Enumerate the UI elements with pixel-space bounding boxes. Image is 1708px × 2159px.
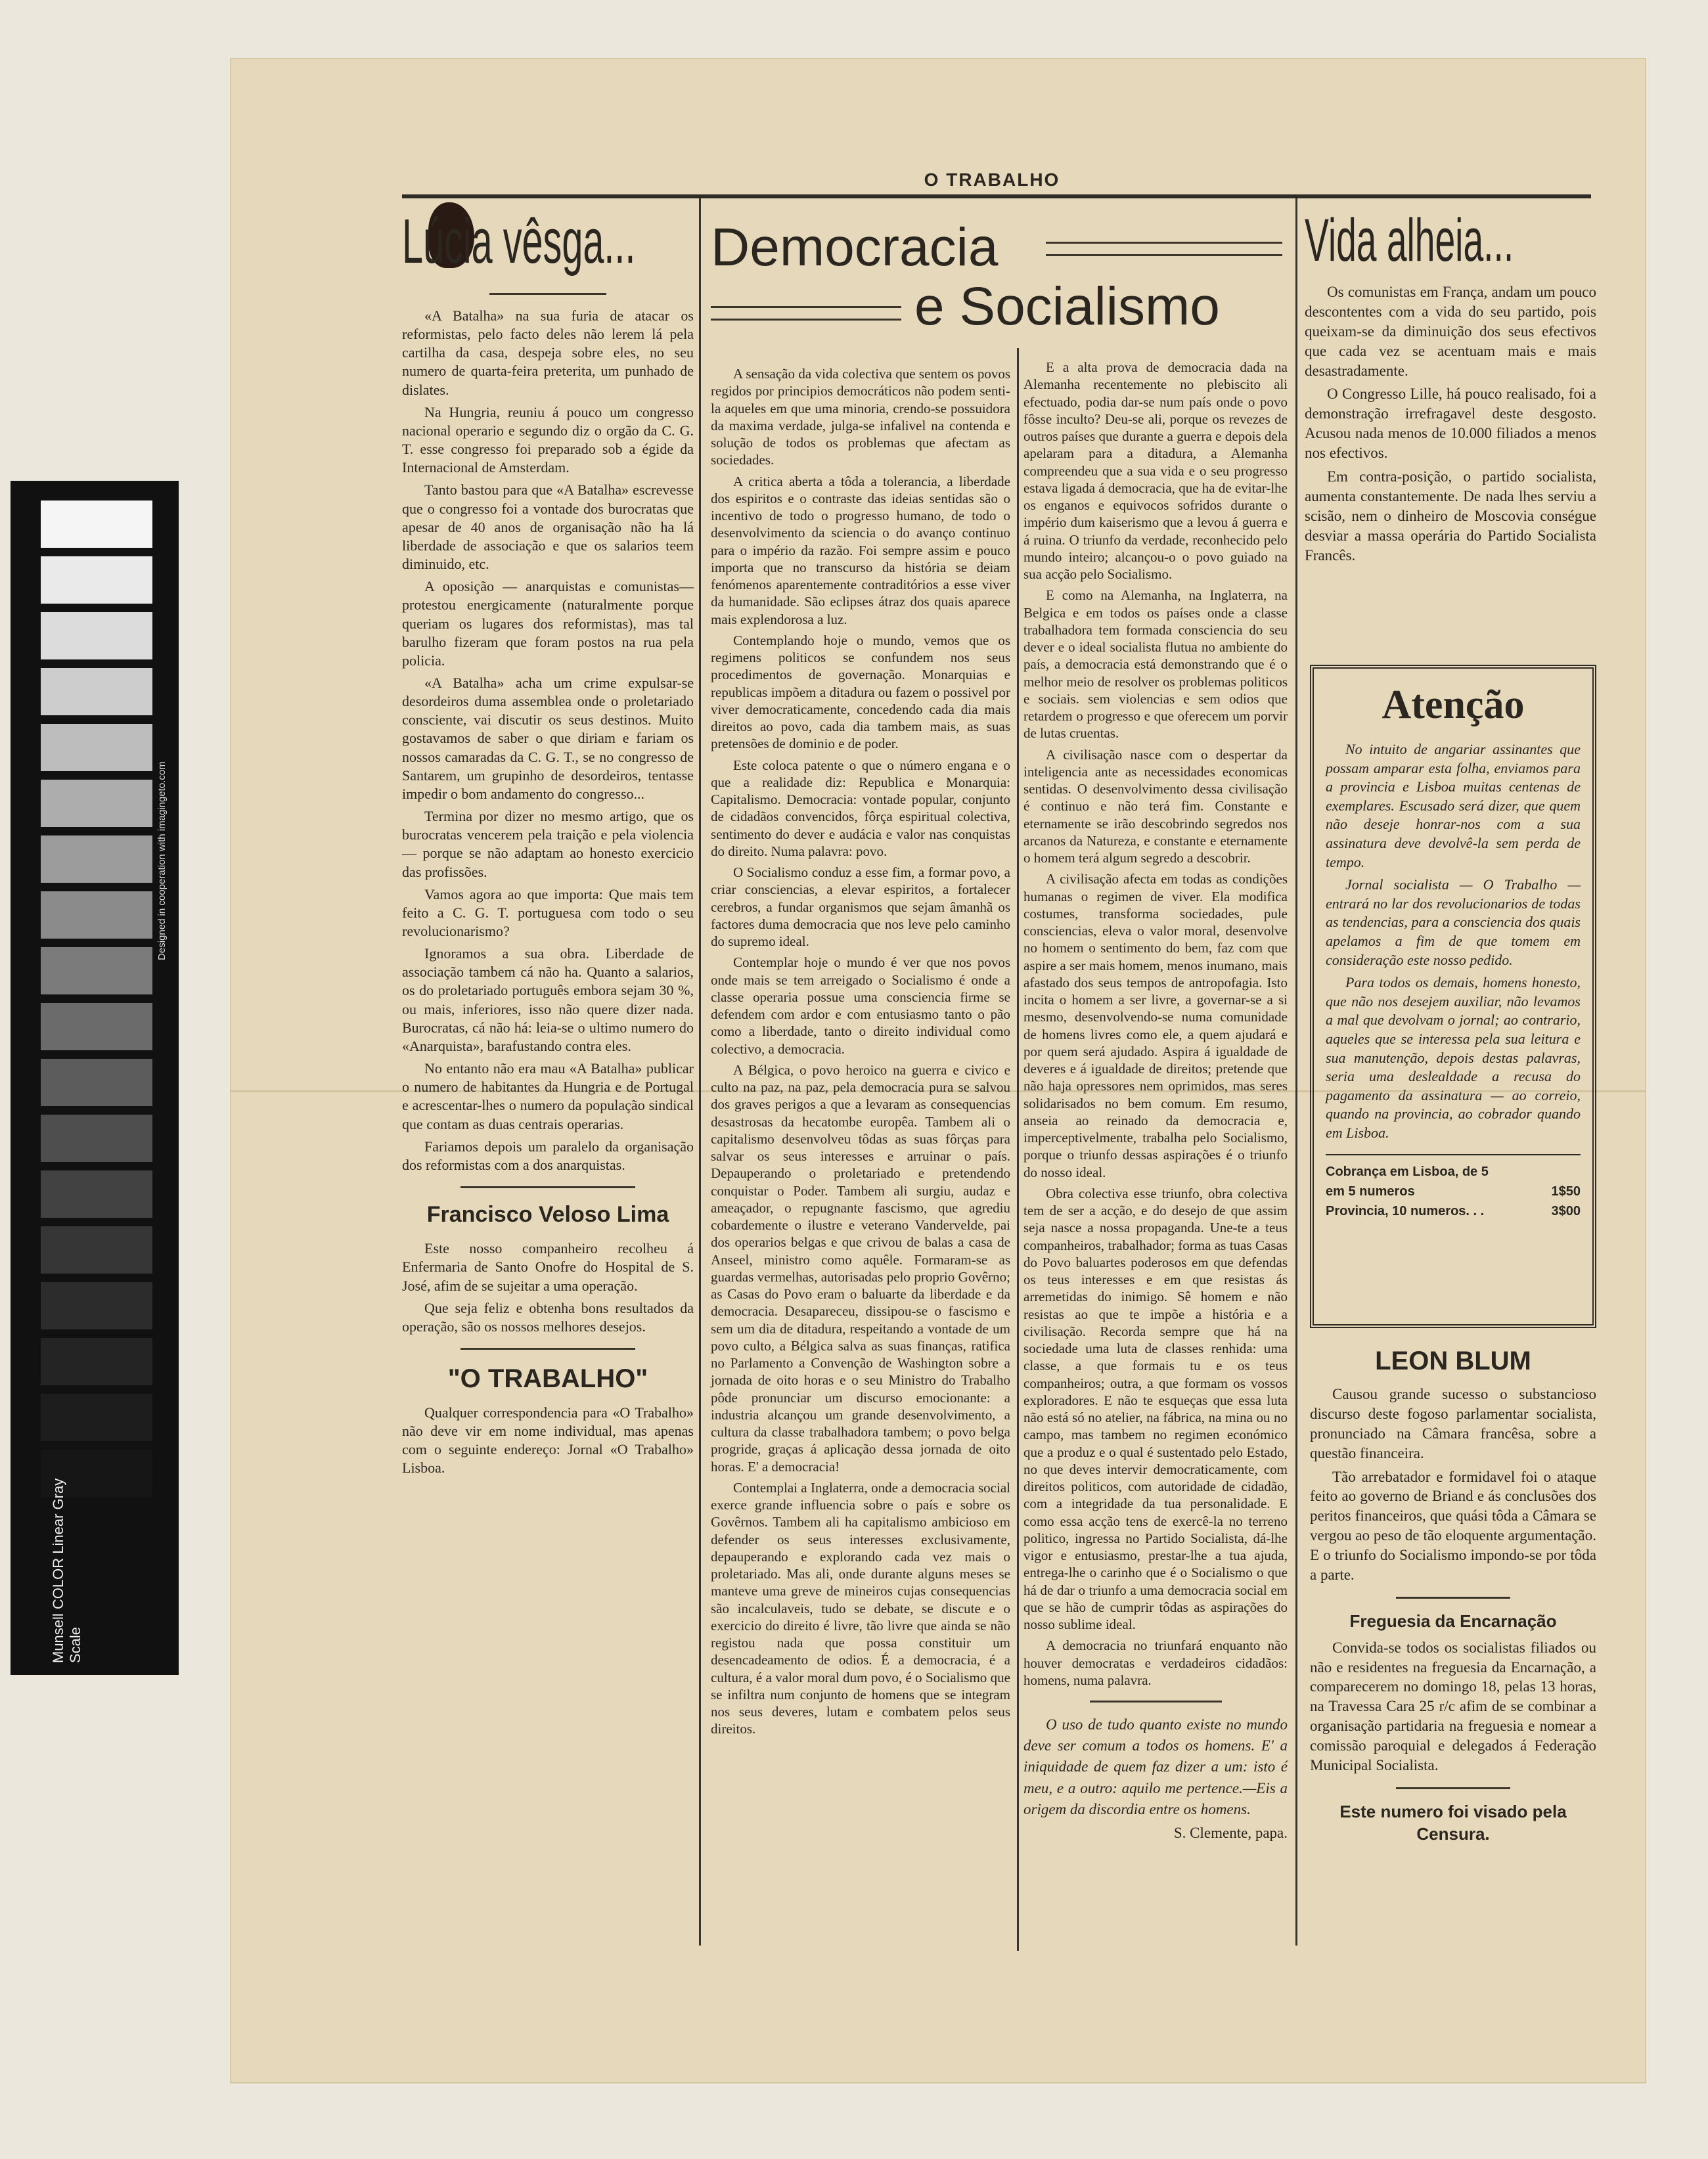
- header-rule: [402, 194, 1591, 198]
- gray-patch: [41, 1170, 152, 1218]
- price-table: [1326, 1154, 1581, 1221]
- gray-patch: [41, 724, 152, 771]
- paragraph: O Socialismo conduz a esse fim, a formar povo, a criar consciencias, a elevar espiritos, a fortalecer cerebros, a fundar organismos que sejam âmanhã os factores duma democracia que nos leve pelo caminho do supremo ideal.: [711, 864, 1010, 949]
- paragraph: Em contra-posição, o partido socialista, aumenta constantemente. De nada lhes serviu a scisão, nem o dinheiro de Moscovia conségue desviar a massa operária do Partido Socialista Francês.: [1305, 468, 1596, 564]
- paragraph: Causou grande sucesso o substancioso discurso deste fogoso parlamentar socialista, pronunciado na Câmara francêsa, sobre a questão financeira.: [1310, 1386, 1596, 1461]
- column-4: [1305, 210, 1596, 569]
- paragraph: E a alta prova de democracia dada na Alemanha recentemente no plebiscito ali efectuado, podia dar-se num país onde o povo fôsse inculto? Deu-se ali, porque os revezes de outros países que durante a guerra e depois dela apelaram para a ditadura, a Alemanha compreendeu que a sua vida e o seu progresso estava ligada á democracia, que ha de evitar-lhe os enganos e equivocos sofridos durante o império dum kaiserismo que a levou á guerra e á ruina. O triunfo da verdade, reconhecido pelo mundo inteiro; alcançou-o o povo guiado na sua acção pelo Socialismo.: [1023, 359, 1288, 582]
- quote-author: S. Clemente, papa.: [1173, 1824, 1288, 1841]
- gray-patch: [41, 1338, 152, 1385]
- gray-patch: [41, 1226, 152, 1274]
- paragraph: A Bélgica, o povo heroico na guerra e civico e culto na paz, na paz, pela democracia pura se salvou dos graves perigos a que a levaram as consequencias desastrosas da hecatombe europêa. Tambem ali o capitalismo desenvolveu tôdas as suas fôrças para salvar os seus interesses e arruinar o país. Depauperando o proletariado e pretendendo conquistar o Poder. Tambem ali surgiu, audaz e ameaçador, o repugnante fascismo, que agrediu cobardemente o ilustre e veterano Vandervelde, pai dos operarios belgas e que crivou de balas a casa de Anseel, ministro como aquêle. Formaram-se as guardas vermelhas, autorisadas pelo proprio Govêrno; as Casas do Povo eram o baluarte da liberdade e da democracia. Desapareceu, dissipou-se o fascismo e sem um dia de ditadura, respeitando a vontade de um povo culto, a Bélgica salva as suas finanças, ratifica no Parlamento a Convenção de Washington sobre a jornada de oito horas e o seu Ministro do Trabalho pôde pronunciar um discurso emocionante: a industria alcançou um grande desenvolvimento, a cultura da classe trabalhadora tambem; o povo belga progride, graças á aplicação dessa jornada de oito horas. E' a democracia!: [711, 1061, 1010, 1475]
- price-row: [1326, 1201, 1581, 1221]
- paragraph: Convida-se todos os socialistas filiados ou não e residentes na freguesia da Encarnação, a comparecerem no domingo 18, pelas 13 horas, na Travessa Cara 25 r/c afim de se combinar a organisação partidaria na freguesia e nomear a comissão paroquial e delegados á Federação Municipal Socialista.: [1310, 1639, 1596, 1774]
- separator: [1396, 1597, 1510, 1599]
- gray-patch: [41, 668, 152, 715]
- paragraph: Ignoramos a sua obra. Liberdade de associação tambem cá não ha. Quanto a salarios, os do proletariado português embora sejam 30 %, ou mais, inferiores, isso não quere dizer nada. Burocratas, cá não há: leia-se o ultimo numero do «Anarquista», barafustando contra eles.: [402, 945, 694, 1054]
- paragraph: E como na Alemanha, na Inglaterra, na Belgica e em todos os países onde a classe trabalhadora tem formada consciencia do seu dever e o ideal socialista flutua no ambiente do país, a democracia está demonstrando que é o melhor meio de resolver os problemas politicos e sociais. sem violencias e sem odios que retardem o progresso e que oferecem um porvir de lutas cruentas.: [1023, 587, 1288, 742]
- gray-patch: [41, 1394, 152, 1441]
- article-lucia-vesga: [402, 307, 694, 1174]
- paragraph: Jornal socialista — O Trabalho — entrará no lar dos revolucionarios de todas as tendencias, para a consciencia dos quais apelamos a fim de que tomem em consideração este nosso pedido.: [1326, 876, 1581, 968]
- gray-patch: [41, 835, 152, 883]
- gray-patch: [41, 556, 152, 604]
- heading-o-trabalho: "O TRABALHO": [447, 1364, 648, 1393]
- ornament-rule: [1046, 242, 1282, 256]
- paragraph: A civilisação nasce com o despertar da inteligencia ante as necessidades economicas sentidas. O desenvolvimento dessa civilisação é continuo e não terá fim. Constante e eternamente se irão descobrindo segredos nos arcanos da Natureza, e constante e eternamente o homem terá algum segredo a descobrir.: [1023, 746, 1288, 866]
- heading-francisco-veloso-lima: Francisco Veloso Lima: [426, 1202, 669, 1228]
- paragraph: Fariamos depois um paralelo da organisação dos reformistas com a dos anarquistas.: [402, 1138, 694, 1173]
- heading-socialismo: e Socialismo: [914, 277, 1220, 336]
- heading-freguesia: Freguesia da Encarnação: [1349, 1611, 1557, 1631]
- separator: [489, 293, 606, 295]
- separator: [1396, 1787, 1510, 1789]
- paragraph: «A Batalha» na sua furia de atacar os reformistas, pelo facto deles não lerem lá pela cartilha da casa, despeja sobre eles, no seu numero de quarta-feira preterita, um punhado de dislates.: [402, 307, 694, 398]
- gray-patch: [41, 1003, 152, 1050]
- column-rule: [1295, 198, 1297, 1946]
- gray-patch: [41, 612, 152, 659]
- censure-note: Este numero foi visado pela Censura.: [1339, 1801, 1567, 1844]
- price-label: Provincia, 10 numeros. . .: [1326, 1204, 1485, 1219]
- ornament-rule: [711, 306, 901, 321]
- paragraph: Tão arrebatador e formidavel foi o ataque feito ao governo de Briand e ás conclusões dos peritos financeiros, que quási tôda a Câmara se vergou ao peso de tão eloquente argumentação. E o triunfo do Socialismo impondo-se por tôda a parte.: [1310, 1468, 1596, 1584]
- gray-patch: [41, 1282, 152, 1329]
- paragraph: A oposição — anarquistas e comunistas—protestou energicamente (naturalmente porque queriam os lugares dos reformistas), mas tal barulho fizeram que foram postos na rua pela policia.: [402, 578, 694, 669]
- heading-democracia: Democracia: [711, 217, 999, 277]
- paragraph: Contemplai a Inglaterra, onde a democracia social exerce grande influencia sobre o país e sobre os Govêrnos. Tambem ali ha capitalismo ambicioso em defender os seus interesses exclusivamente, depauperando e explorando cada vez mais o proletariado. Mas ali, onde durante alguns meses se manteve uma greve de mineiros cujas consequencias são incalculaveis, tudo se debate, se discute e o exercicio do direito é livre, tão livre que ainda se não registou nada que possa constituir um desencadeamento de odios. É a democracia, é a cultura, é a valor moral dum povo, é o Socialismo que se infiltra num conjunto de homens que se integram nos seus deveres, lutam e combatem pelos seus direitos.: [711, 1479, 1010, 1737]
- paragraph: Este nosso companheiro recolheu á Enfermaria de Santo Onofre do Hospital de S. José, afim de se sujeitar a uma operação.: [402, 1240, 694, 1294]
- gray-patch: [41, 891, 152, 939]
- democracia-heading-block: [704, 217, 1290, 348]
- column-democracia-right: [1023, 359, 1288, 1847]
- separator: [461, 1186, 635, 1188]
- scale-brand: Munsell COLOR Linear Gray Scale: [50, 1478, 83, 1663]
- article-francisco-veloso-lima: [402, 1239, 694, 1336]
- column-1: [402, 210, 694, 1482]
- separator: [1090, 1701, 1222, 1703]
- paragraph: Tanto bastou para que «A Batalha» escrevesse que o congresso foi a vontade dos burocratas que apesar de 40 anos de organisação não ha lá liberdade de associação e que os salarios teem diminuido, etc.: [402, 481, 694, 573]
- column-rule: [1017, 348, 1019, 1951]
- price-line: Cobrança em Lisboa, de 5: [1326, 1165, 1489, 1180]
- gray-patch: [41, 1115, 152, 1162]
- heading-lucia-vesga: Lúcia vêsga...: [402, 210, 636, 277]
- gray-scale-card: [11, 481, 179, 1675]
- paragraph: No intuito de angariar assinantes que possam amparar esta folha, enviamos para a provincia e Lisboa muitas centenas de exemplares. Escusado será dizer, que quem não deseje honrar-nos com a sua assinatura deve devolvê-la sem perda de tempo.: [1326, 741, 1581, 870]
- paragraph: Que seja feliz e obtenha bons resultados da operação, são os nossos melhores desejos.: [402, 1299, 694, 1335]
- separator: [461, 1348, 635, 1350]
- paragraph: Para todos os demais, homens honesto, que não nos desejem auxiliar, não levamos a mal que devolvam o jornal; ao contrario, aqueles que se interessa pela sua leitura e sua manutenção, depois destas palavras, seria uma deslealdade a recusa do pagamento da assinatura — ao correio, quando na provincia, ao cobrador quando em Lisboa.: [1326, 974, 1581, 1141]
- price-row: [1326, 1182, 1581, 1201]
- paragraph: Obra colectiva esse triunfo, obra colectiva tem de ser a acção, e do desejo de que assim seja nasce a nossa propaganda. Une-te a teus companheiros, trabalhador; forma as tuas Casas do Povo baluartes poderosos em que defendas os teus interesses e em que resistas ás arremetidas do inimigo. Sê homem e não resistas ao que te impõe a história e a civilisação. Recorda sempre que há na sociedade uma luta de classes renhida: uma classe, a que formais tu e os teus companheiros; outra, a que formam os vossos exploradores. E não te esqueças que essa luta não está só no atelier, na fábrica, na mina ou no campo, mas tambem no regimen económico que a produz e o qual é sustentado pelo Estado, no que deves intervir democraticamente, com direitos politicos, com autoridade de cidadão, com a integridade da tua personalidade. E como essa acção tens de exercê-la no terreno politico, ingressa no Partido Socialista, dá-lhe vigor e entusiasmo, prestar-lhe a tua ajuda, entrega-lhe o carinho que é o Socialismo o que há de dar o triunfo a uma democracia social em que se hão de cumprir tôdas as aspirações do nosso sublime ideal.: [1023, 1185, 1288, 1632]
- paragraph: Qualquer correspondencia para «O Trabalho» não deve vir em nome individual, mas apenas com o seguinte endereço: Jornal «O Trabalho» Lisboa.: [402, 1404, 694, 1477]
- paragraph: A sensação da vida colectiva que sentem os povos regidos por principios democráticos não podem senti-la aqueles em que uma minoria, crendo-se possuidora da maxima verdade, julga-se infalivel na contenda e solução de todos os problemas que afectam as sociedades.: [711, 366, 1010, 468]
- price-label: em 5 numeros: [1326, 1184, 1415, 1199]
- paragraph: A civilisação afecta em todas as condições humanas o regimen de viver. Ela modifica costumes, transforma sociedades, pule consciencias, eleva o valor moral, desenvolve no homem o sentimento do bem, faz com que aspire a ser mais homem, menos inumano, mais afastado dos seus tempos de antropofagia. Isto incita o homem a ser livre, a governar-se a si mesmo, desenvolvendo-se numa comunidade de homens livres como ele, a quem ajudará e por quem será ajudado. Aspira á igualdade de deveres e á igualdade de direitos; pretende que não haja opressores nem oprimidos, mas seres solidarisados no bem comum. Em resumo, anseia ao reinado da democracia e, imperceptivelmente, trabalha pelo Socialismo, porque o triunfo dessas aspirações é o triunfo do nosso ideal.: [1023, 871, 1288, 1180]
- column-democracia-left: [711, 365, 1010, 1742]
- atencao-title: Atenção: [1382, 682, 1525, 727]
- paragraph: Contemplar hoje o mundo é ver que nos povos onde mais se tem arreigado o Socialismo é onde a classe operaria possue uma consciencia firme se defendem com ardor e com entusiasmo tanto o pão como a liberdade, tanto o direito individual como colectivo, a democracia.: [711, 954, 1010, 1057]
- price-value: 3$00: [1551, 1204, 1581, 1219]
- paragraph: Este coloca patente o que o número engana e o que a realidade diz: Republica e Monarquia: Capitalismo. Democracia: vontade popular, conjunto de cidadãos convencidos, fôrça espiritual colectiva, sentimento do dever e audácia e valor nas conquistas do direito. Numa palavra: povo.: [711, 757, 1010, 859]
- paragraph: «A Batalha» acha um crime expulsar-se desordeiros duma assemblea onde o proletariado consciente, vai discutir os seus destinos. Muito gostavamos de saber o que diriam e fariam os nossos camaradas da C. G. T., se no congresso de Santarem, um grupinho de desordeiros, tentasse impedir o bom andamento do congresso...: [402, 674, 694, 802]
- paragraph: A democracia no triunfará enquanto não houver democratas e verdadeiros cidadãos: homens, numa palavra.: [1023, 1637, 1288, 1688]
- paragraph: No entanto não era mau «A Batalha» publicar o numero de habitantes da Hungria e de Portugal e acrescentar-lhes o numero da população sindical que contam as duas centrais operarias.: [402, 1060, 694, 1132]
- column-rule: [699, 198, 701, 1946]
- gray-patch: [41, 947, 152, 994]
- paragraph: A critica aberta a tôda a tolerancia, a liberdade dos espiritos e o contraste das ideias sentidas são o incentivo de todo o progresso humano, de todo o desenvolvimento da sciencia o do avanço continuo para o império da razão. Foi sempre assim e pouco importa que no transcurso da história se deiam fenómenos aparentemente contraditórios a esse viver da humanidade. São eclipses átraz dos quais aparece mais explendorosa a luz.: [711, 473, 1010, 627]
- gray-patch: [41, 1059, 152, 1106]
- paragraph: O Congresso Lille, há pouco realisado, foi a demonstração irrefragavel deste desgosto. Acusou nada menos de 10.000 filiados a menos nos efectivos.: [1305, 386, 1596, 462]
- gray-patch: [41, 501, 152, 548]
- article-o-trabalho: [402, 1404, 694, 1478]
- quote: O uso de tudo quanto existe no mundo deve ser comum a todos os homens. E' a iniquidade de quem faz dizer a um: isto é meu, e a outro: aquilo me pertence.—Eis a origem da discordia entre os homens.: [1023, 1716, 1288, 1817]
- paragraph: Vamos agora ao que importa: Que mais tem feito a C. G. T. portuguesa com todo o seu revolucionarismo?: [402, 885, 694, 939]
- heading-leon-blum: LEON BLUM: [1375, 1347, 1531, 1375]
- paragraph: Os comunistas em França, andam um pouco descontentes com a vida do seu partido, pois queixam-se da diminuição dos seus efectivos que cada vez se acentuam mais e mais desastradamente.: [1305, 284, 1596, 379]
- paragraph: Contemplando hoje o mundo, vemos que os regimens politicos se confundem nos seus procedimentos de governação. Monarquias e republicas impõem a ditadura ou fazem o possivel por viver democraticamente, concedendo cada dia mais direitos ao povo, cada dia tambem mais, as suas pretensões de dominio e de poder.: [711, 632, 1010, 752]
- scale-note: Designed in cooperation with imagingeto.com: [156, 761, 168, 960]
- paragraph: Termina por dizer no mesmo artigo, que os burocratas vencerem pela traição e pela violencia — porque se não adaptam ao honesto exercicio das profissões.: [402, 808, 694, 880]
- atencao-box: [1310, 665, 1596, 1328]
- paragraph: Na Hungria, reuniu á pouco um congresso nacional operario e segundo diz o orgão da C. G. T. esse congresso foi preparado sob a égide da Internacional de Amsterdam.: [402, 403, 694, 476]
- gray-patch: [41, 780, 152, 827]
- heading-vida-alheia: Vida alheia...: [1305, 210, 1514, 274]
- page-header-title: O TRABALHO: [924, 169, 1060, 190]
- column-4-lower: [1310, 1344, 1596, 1846]
- price-value: 1$50: [1551, 1184, 1581, 1199]
